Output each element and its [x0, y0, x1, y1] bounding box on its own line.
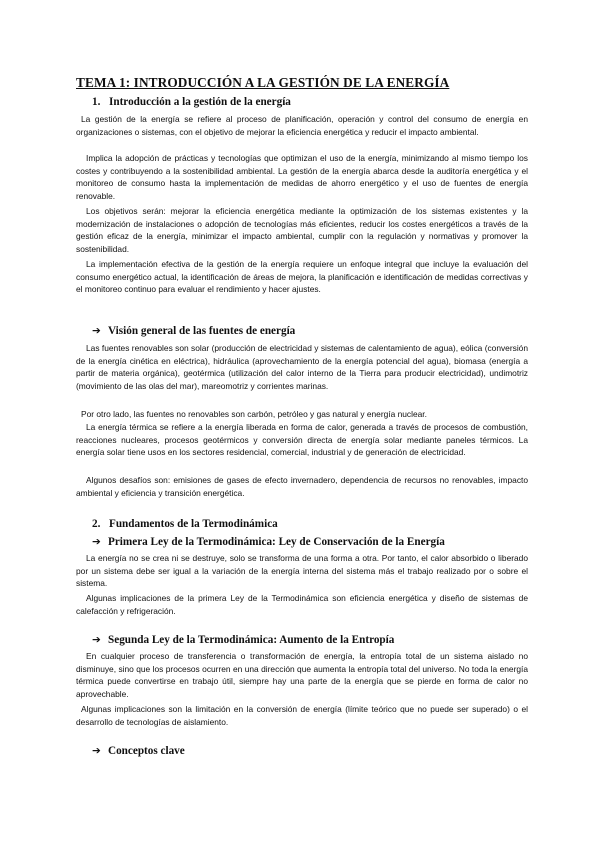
paragraph: Algunas implicaciones son la limitación en la conversión de energía (límite teórico que no puede ser superado) o el desarrollo de tecnologías de aislamiento.: [76, 704, 528, 727]
paragraph: Las fuentes renovables son solar (producción de electricidad y sistemas de calentamiento de agua), eólica (conversión de la energía cinética en eléctrica), hidráulica (aprovechamiento de la energía potencial del agua), biomasa (energía a partir de materia orgánica), geotérmica (utilización del calor interno de la Tierra para producir electricidad), undimotriz (movimiento de las olas del mar), mareomotriz y corrientes marinas.: [76, 343, 528, 391]
section-number: 1.: [92, 96, 101, 108]
paragraph: En cualquier proceso de transferencia o transformación de energía, la entropía total de un sistema aislado no disminuye, sino que los procesos ocurren en una dirección que aumenta la entropía total del universo. No toda la energía térmica puede convertirse en trabajo útil, siempre hay una parte de la energía que se pierde en forma de calor no aprovechable.: [76, 651, 528, 699]
section-number: 2.: [92, 518, 101, 530]
subsection-title: Primera Ley de la Termodinámica: Ley de Conservación de la Energía: [108, 536, 445, 548]
paragraph: La gestión de la energía se refiere al proceso de planificación, operación y control del consumo de energía en organizaciones o sistemas, con el objetivo de mejorar la eficiencia energética y reducir el impacto ambiental.: [76, 114, 528, 137]
paragraph: Implica la adopción de prácticas y tecnologías que optimizan el uso de la energía, minimizando al mismo tiempo los costes y contribuyendo a la sostenibilidad ambiental. La gestión de la energía abarca desde la auditoría energética y el monitoreo de consumo hasta la implementación de medidas de ahorro energético y el uso de fuentes de energía renovable.: [76, 153, 528, 201]
arrow-right-icon: ➔: [92, 536, 101, 548]
paragraph: La implementación efectiva de la gestión de la energía requiere un enfoque integral que incluye la evaluación del consumo energético actual, la identificación de áreas de mejora, la planificación e identificación de medidas correctivas y el monitoreo continuo para evaluar el rendimiento y hacer ajustes.: [76, 259, 528, 294]
document-title: TEMA 1: INTRODUCCIÓN A LA GESTIÓN DE LA ENERGÍA: [76, 75, 450, 90]
subsection-heading-energy-sources: [92, 325, 295, 337]
paragraph: Los objetivos serán: mejorar la eficiencia energética mediante la optimización de los sistemas existentes y la modernización de instalaciones o adopción de tecnologías más eficientes, reducir los costes energéticos a través de la gestión eficaz de la energía, minimizar el impacto ambiental, cumplir con la regulación y normativas y promover la sostenibilidad.: [76, 206, 528, 254]
section-heading-1: [92, 96, 291, 108]
section-title: Introducción a la gestión de la energía: [109, 96, 291, 108]
paragraph: Algunos desafíos son: emisiones de gases de efecto invernadero, dependencia de recursos no renovables, impacto ambiental y eficiencia y transición energética.: [76, 475, 528, 498]
arrow-right-icon: ➔: [92, 634, 101, 646]
arrow-right-icon: ➔: [92, 745, 101, 757]
section-title: Fundamentos de la Termodinámica: [109, 518, 278, 530]
subsection-heading-second-law: [92, 634, 394, 646]
paragraph: La energía no se crea ni se destruye, solo se transforma de una forma a otra. Por tanto, el calor absorbido o liberado por un sistema debe ser igual a la variación de la energía interna del sistema más el trabajo realizado por o sobre el sistema.: [76, 553, 528, 588]
section-heading-2: [92, 518, 278, 530]
subsection-title: Visión general de las fuentes de energía: [108, 325, 296, 337]
subsection-title: Segunda Ley de la Termodinámica: Aumento de la Entropía: [108, 634, 395, 646]
arrow-right-icon: ➔: [92, 325, 101, 337]
paragraph: Algunas implicaciones de la primera Ley de la Termodinámica son eficiencia energética y diseño de sistemas de calefacción y refrigeración.: [76, 593, 528, 616]
subsection-title: Conceptos clave: [108, 745, 185, 757]
subsection-heading-key-concepts: [92, 745, 185, 757]
paragraph: Por otro lado, las fuentes no renovables son carbón, petróleo y gas natural y energía nuclear.: [81, 409, 427, 419]
subsection-heading-first-law: [92, 536, 445, 548]
paragraph: La energía térmica se refiere a la energía liberada en forma de calor, generada a través de procesos de combustión, reacciones nucleares, procesos geotérmicos y conversión directa de energía solar mediante paneles térmicos. La energía solar tiene usos en los sectores residencial, comercial, industrial y de generación de electricidad.: [76, 422, 528, 457]
